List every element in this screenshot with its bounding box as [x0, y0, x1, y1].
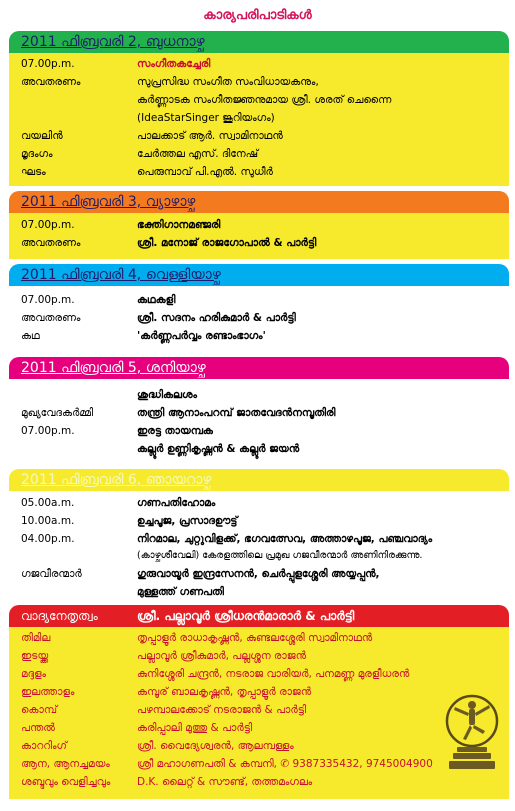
day1-value: സുപ്രസിദ്ധ സംഗീത സംവിധായകനും,: [137, 76, 319, 88]
day2-time: 07.00p.m.: [21, 219, 75, 231]
day4-value: ഇരട്ട തായമ്പക: [137, 425, 213, 437]
day5-label: ഗജവീരന്മാർ: [21, 568, 82, 580]
day5-event: ഉച്ചപൂജ, പ്രസാദഊട്ട്: [137, 515, 238, 527]
day5-header: 2011 ഫിബ്രവരി 6, ഞായറാഴ്ച: [9, 469, 509, 491]
music-label: കൊമ്പ്: [21, 704, 58, 716]
day2-label: അവതരണം: [21, 237, 81, 249]
day3-event: കഥകളി: [137, 294, 176, 306]
day2-header: 2011 ഫിബ്രവരി 3, വ്യാഴാഴ്ച: [9, 191, 509, 213]
day1-event: സംഗീതകച്ചേരി: [137, 58, 211, 70]
day4-label: മുഖ്യവേദകർമ്മി: [21, 407, 94, 419]
music-value: കരിപ്പാലി മുത്തു & പാർട്ടി: [137, 722, 253, 734]
music-label: മദ്ദളം: [21, 668, 46, 680]
day3-header: 2011 ഫിബ്രവരി 4, വെള്ളിയാഴ്ച: [9, 264, 509, 286]
day1-label: വയലിൻ: [21, 130, 63, 142]
day5-block: [9, 469, 509, 601]
day5-event: നിറമാല, ചുറ്റുവിളക്ക്, ഭഗവത്സേവ, അത്താഴപൂജ, പഞ്ചവാദ്യം: [137, 533, 433, 545]
day5-time: 10.00a.m.: [21, 515, 75, 527]
day1-value: പെരുമ്പാവ് പി.എൽ. സുധീർ: [137, 166, 273, 178]
day3-label: കഥ: [21, 330, 40, 342]
day3-block: [9, 264, 509, 352]
music-value: ശ്രീ. വൈദ്യേശ്വരൻ, ആലമ്പള്ളം: [137, 740, 294, 752]
music-header-label: വാദ്യനേതൃത്വം: [21, 609, 98, 623]
day5-time: 05.00a.m.: [21, 497, 75, 509]
music-header-value: ശ്രീ. പല്ലാവൂർ ശ്രീധരൻമാരാർ & പാർട്ടി: [137, 609, 355, 623]
day1-label: മൃദംഗം: [21, 148, 53, 160]
day4-header: 2011 ഫിബ്രവരി 5, ശനിയാഴ്ച: [9, 357, 509, 379]
day1-time: 07.00p.m.: [21, 58, 75, 70]
music-value: പഴമ്പാലക്കോട് നടരാജൻ & പാർട്ടി: [137, 704, 307, 716]
music-value: പല്ലാവൂർ ശ്രീകുമാർ, പല്ലശ്ശന രാജൻ: [137, 650, 307, 662]
music-value: ശ്രീ മഹാഗണപതി & കമ്പനി, ✆ 9387335432, 9745004900: [137, 758, 433, 770]
day1-label: അവതരണം: [21, 76, 81, 88]
day4-time: 07.00p.m.: [21, 425, 75, 437]
music-value: കുനിശ്ശേരി ചന്ദ്രൻ, നടരാജ വാരിയർ, പനമണ്ണ മുരളീധരൻ: [137, 668, 410, 680]
music-label: ശബ്ദവും വെളിച്ചവും: [21, 776, 111, 788]
day2-value: ശ്രീ. മനോജ് രാജഗോപാൽ & പാർട്ടി: [137, 237, 317, 249]
day5-event: ഗണപതിഹോമം: [137, 497, 216, 509]
music-label: തിമില: [21, 632, 51, 644]
day1-value: ചേർത്തല എസ്. ദിനേഷ്: [137, 148, 259, 160]
day4-value: തന്ത്രി ആനാംപറമ്പ് ജാതവേദൻനമ്പൂതിരി: [137, 407, 336, 419]
day4-event: ശുദ്ധികലശം: [137, 389, 197, 401]
day5-time: 04.00p.m.: [21, 533, 75, 545]
day1-value: (IdeaStarSinger ജൂറിയംഗം): [137, 112, 275, 124]
day2-block: [9, 191, 509, 259]
music-value: തൃപ്പാളൂർ രാധാകൃഷ്ണൻ, കുണ്ടലശ്ശേരി സ്വാമിനാഥൻ: [137, 632, 373, 644]
day3-value: ശ്രീ. സദനം ഹരികുമാർ & പാർട്ടി: [137, 312, 296, 324]
day3-label: അവതരണം: [21, 312, 81, 324]
music-label: ആന, ആനച്ചമയം: [21, 758, 110, 770]
day5-value: ഗുരുവായൂർ ഇന്ദ്രസേനൻ, ചെർപ്പുളശ്ശേരി അയ്യപ്പൻ,: [137, 568, 380, 580]
day1-label: ഘടം: [21, 166, 46, 178]
day5-value: മുള്ളത്ത് ഗണപതി: [137, 586, 224, 598]
nataraja-icon: [443, 681, 501, 773]
day1-value: കർണ്ണാടക സംഗീതജ്ഞനുമായ ശ്രീ. ശരത് ചെന്നൈ: [137, 94, 392, 106]
music-label: ഇലത്താളം: [21, 686, 75, 698]
music-label: ഇടയ്ക്ക: [21, 650, 49, 662]
day3-value: 'കർണ്ണപർവ്വം രണ്ടാംഭാഗം': [137, 330, 266, 342]
page-title: കാര്യപരിപാടികൾ: [203, 8, 312, 23]
day4-value: കല്ലൂർ ഉണ്ണികൃഷ്ണൻ & കല്ലൂർ ജയൻ: [137, 443, 300, 455]
day1-header: 2011 ഫിബ്രവരി 2, ബുധനാഴ്ച: [9, 31, 509, 53]
music-block: [9, 605, 509, 799]
day3-time: 07.00p.m.: [21, 294, 75, 306]
day1-block: [9, 31, 509, 186]
music-value: D.K. ലൈറ്റ് & സൗണ്ട്, തത്തമംഗലം: [137, 776, 313, 788]
music-value: കമ്പൂര് ബാലകൃഷ്ണൻ, തൃപ്പാളൂർ രാജൻ: [137, 686, 312, 698]
day2-event: ഭക്തിഗാനമഞ്ജരി: [137, 219, 221, 231]
music-label: പന്തൽ: [21, 722, 55, 734]
day1-value: പാലക്കാട് ആർ. സ്വാമിനാഥൻ: [137, 130, 283, 142]
day5-note: (കാഴ്ചശീവേലി) കേരളത്തിലെ പ്രമുഖ ഗജവീരന്മാർ അണിനിരക്കുന്നു.: [137, 550, 423, 561]
day4-block: [9, 357, 509, 464]
music-label: കാററിംഗ്: [21, 740, 67, 752]
